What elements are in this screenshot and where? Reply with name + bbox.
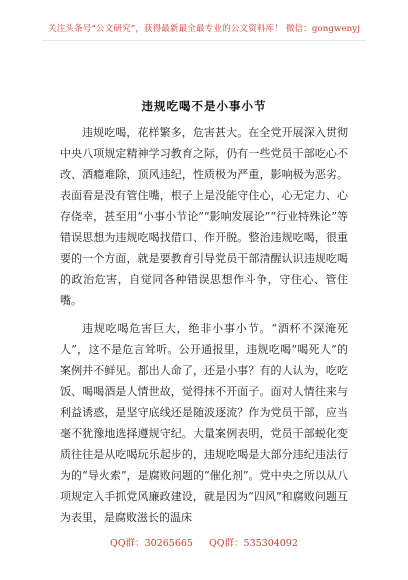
footer-qq-group-2: QQ群：535304092: [208, 538, 298, 549]
paragraph-text: 违规吃喝，花样繁多，危害甚大。在全党开展深入贯彻中央八项规定精神学习教育之际，仍有一些党员干部吃心不改、酒瘾难除，顶风违纪，性质极为严重，影响极为恶劣。表面看是没有管住嘴，根子上是没能守住心，心无定力、心存侥幸，甚至用“小事小节论”“影响发展论”“行业特殊论”等错误思想为违规吃喝找借口、作开脱。整治违规吃喝，很重要的一个方面，就是要教育引导党员干部清醒认识违规吃喝的政治危害，自觉同各种错误思想作斗争，守住心、管住嘴。: [60, 126, 348, 307]
footer-qq-group-1: QQ群：30265665: [110, 538, 193, 549]
paragraph-text: 违规吃喝危害巨大，绝非小事小节。“酒杯不深淹死人”，这不是危言耸听。公开通报里，违规吃喝“喝死人”的案例并不鲜见。都出人命了，还是小事？有的人认为，吃吃饭、喝喝酒是人情世故，觉得抹不开面子。面对人情往来与利益诱惑，是坚守底线还是随波逐流？作为党员干部，应当毫不犹豫地选择遵规守纪。大量案例表明，党员干部蜕化变质往往是从吃喝玩乐起步的，违规吃喝是大部分违纪违法行为的“导火索”，是腐败问题的“催化剂”。党中央之所以从八项规定入手抓党风廉政建设，就是因为“四风”和腐败问题互为表里，是腐败滋长的温床: [60, 322, 348, 524]
header-divider: [42, 40, 366, 41]
document-title: 违规吃喝不是小事小节: [141, 99, 267, 113]
footer-contact: [0, 535, 408, 549]
paragraph: [60, 122, 348, 311]
paragraph: [60, 318, 348, 528]
header-banner: 关注头条号“公文研究”，获得最新最全最专业的公文资料库！ 微信：gongwenyj: [47, 24, 361, 34]
document-body: [60, 122, 348, 528]
